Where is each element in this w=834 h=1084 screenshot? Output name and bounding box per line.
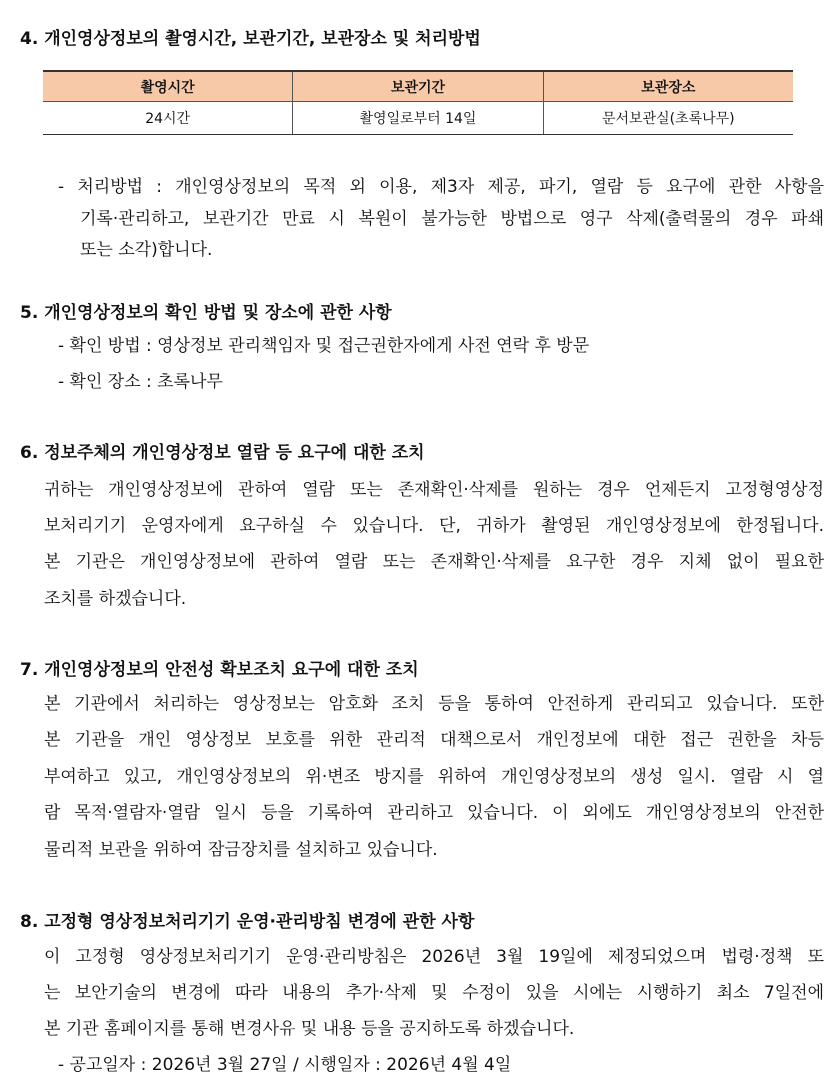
header-storage-location: 보관장소 <box>543 71 793 102</box>
s4-line-1: - 처리방법 : 개인영상정보의 목적 외 이용, 제3자 제공, 파기, 열람 등 요구에 관한 사항을 <box>58 177 824 197</box>
s7-line-4: 람 목적·열람자·열람 일시 등을 기록하여 관리하고 있습니다. 이 외에도 개인영상정보의 안전한 <box>44 803 824 823</box>
s4-line-2: 기록·관리하고, 보관기간 만료 시 복원이 불가능한 방법으로 영구 삭제(출력물의 경우 파쇄 <box>80 209 824 229</box>
s6-line-3: 본 기관은 개인영상정보에 관하여 열람 또는 존재확인·삭제를 요구한 경우 지체 없이 필요한 <box>44 552 824 572</box>
section-7-heading: 7. 개인영상정보의 안전성 확보조치 요구에 대한 조치 <box>20 660 419 680</box>
cell-storage-location: 문서보관실(초록나무) <box>543 102 793 135</box>
s7-line-1: 본 기관에서 처리하는 영상정보는 암호화 조치 등을 통하여 안전하게 관리되고 있습니다. 또한 <box>44 694 824 714</box>
table-header-row <box>43 71 793 102</box>
s5-line-1: - 확인 방법 : 영상정보 관리책임자 및 접근권한자에게 사전 연락 후 방문 <box>58 336 590 356</box>
section-8-heading: 8. 고정형 영상정보처리기기 운영·관리방침 변경에 관한 사항 <box>20 912 475 932</box>
table-row <box>43 102 793 135</box>
s8-line-1: 이 고정형 영상정보처리기기 운영·관리방침은 2026년 3월 19일에 제정되었으며 법령·정책 또 <box>44 947 824 967</box>
section-4-heading: 4. 개인영상정보의 촬영시간, 보관기간, 보관장소 및 처리방법 <box>20 29 481 49</box>
header-retention-period: 보관기간 <box>293 71 543 102</box>
s8-line-3: 본 기관 홈페이지를 통해 변경사유 및 내용 등을 공지하도록 하겠습니다. <box>44 1019 575 1039</box>
s4-line-3: 또는 소각)합니다. <box>80 240 213 260</box>
header-recording-time: 촬영시간 <box>43 71 293 102</box>
section-6-heading: 6. 정보주체의 개인영상정보 열람 등 요구에 대한 조치 <box>20 443 425 463</box>
s8-line-4: - 공고일자 : 2026년 3월 27일 / 시행일자 : 2026년 4월 4일 <box>58 1055 512 1075</box>
s7-line-3: 부여하고 있고, 개인영상정보의 위·변조 방지를 위하여 개인영상정보의 생성 일시. 열람 시 열 <box>44 767 824 787</box>
section-5-heading: 5. 개인영상정보의 확인 방법 및 장소에 관한 사항 <box>20 303 392 323</box>
s6-line-2: 보처리기기 운영자에게 요구하실 수 있습니다. 단, 귀하가 촬영된 개인영상정보에 한정됩니다. <box>44 516 824 536</box>
s7-line-5: 물리적 보관을 위하여 잠금장치를 설치하고 있습니다. <box>44 840 438 860</box>
cell-retention-period: 촬영일로부터 14일 <box>293 102 543 135</box>
cell-recording-time: 24시간 <box>43 102 293 135</box>
s6-line-4: 조치를 하겠습니다. <box>44 589 187 609</box>
s8-line-2: 는 보안기술의 변경에 따라 내용의 추가·삭제 및 수정이 있을 시에는 시행하기 최소 7일전에 <box>44 983 824 1003</box>
s7-line-2: 본 기관을 개인 영상정보 보호를 위한 관리적 대책으로서 개인정보에 대한 접근 권한을 차등 <box>44 730 824 750</box>
s6-line-1: 귀하는 개인영상정보에 관하여 열람 또는 존재확인·삭제를 원하는 경우 언제든지 고정형영상정 <box>44 480 824 500</box>
retention-table <box>43 70 793 135</box>
s5-line-2: - 확인 장소 : 초록나무 <box>58 372 223 392</box>
